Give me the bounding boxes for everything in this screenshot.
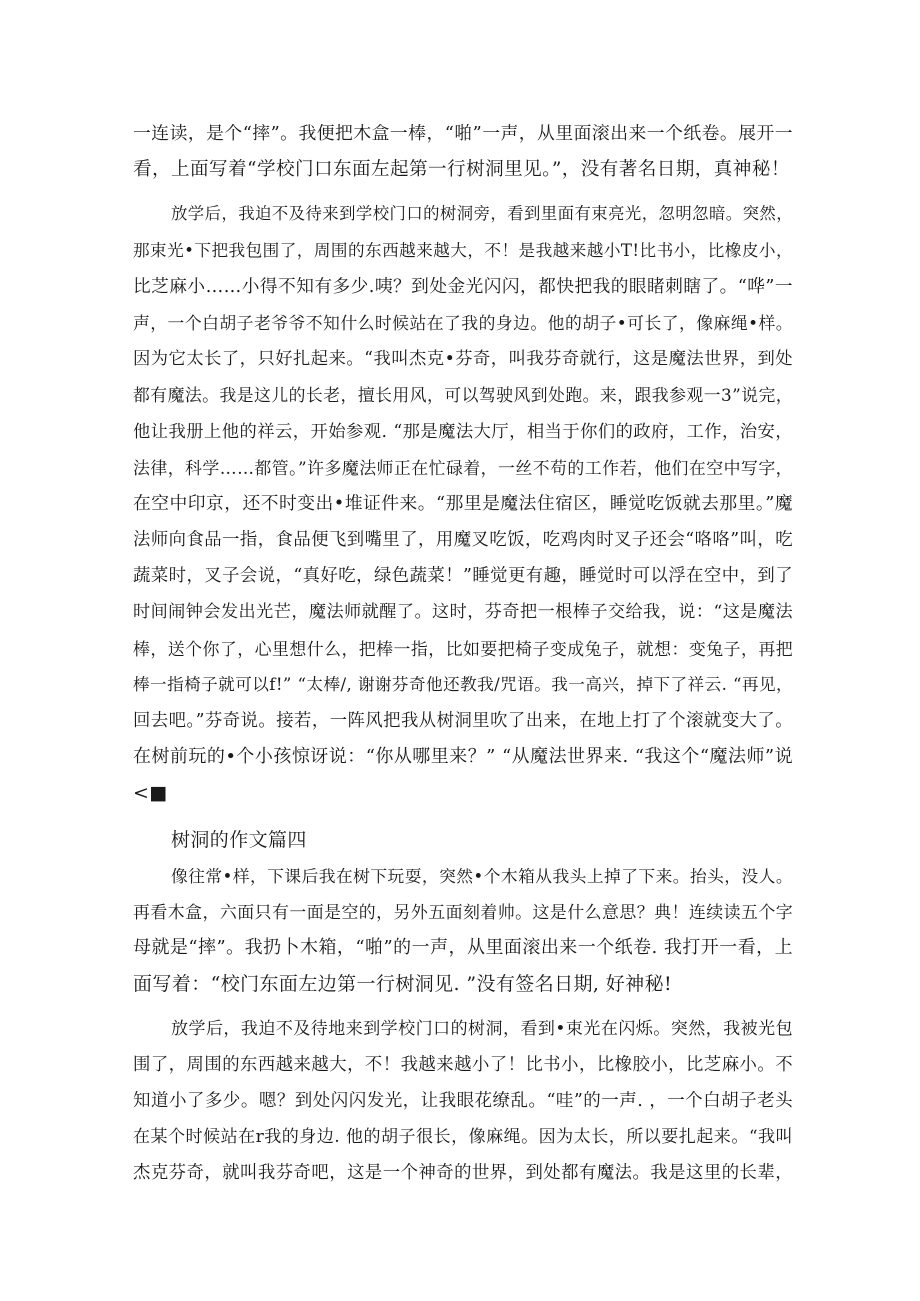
text-line: 蔬菜时，叉子会说，“真好吃，绿色蔬菜！”睡觉更有趣，睡觉时可以浮在空中，到了 [133,566,793,587]
text-line: 像往常•样，下课后我在树下玩耍，突然•个木箱从我头上掉了下来。抬头，没人。 [171,865,793,886]
text-line: 时间闹钟会发出光芒，魔法师就醒了。这时，芬奇把一根棒子交给我，说：“这是魔法 [133,602,793,623]
paragraph-2 [133,196,793,811]
text-line: 因为它太长了，只好扎起来。“我叫杰克•芬奇，叫我芬奇就行，这是魔法世界，到处 [133,349,793,370]
text-line: 法师向食品一指，食品便飞到嘴里了，用魔叉吃饭，吃鸡肉时叉子还会“咯咯”叫，吃 [133,530,793,551]
text-line: 在树前玩的•个小孩惊讶说：“你从哪里来？” “从魔法世界来. “我这个“魔法师”说 [133,746,793,768]
text-line: 棒，送个你了，心里想什么，把棒一指，比如要把椅子变成兔子，就想：变兔子，再把 [133,638,793,659]
text-line: 放学后，我迫不及待地来到学校门口的树洞，看到•束光在闪烁。突然，我被光包 [171,1018,793,1039]
text-line: 在某个时候站在r我的身边. 他的胡子很长，像麻绳。因为太长，所以要扎起来。“我叫 [133,1127,793,1148]
section-heading: 树洞的作文篇四 [171,828,307,851]
text-line: 法律，科学……都管。”许多魔法师正在忙碌着，一丝不苟的工作若，他们在空中写字， [133,457,793,478]
text-line: 放学后，我迫不及待来到学校门口的树洞旁，看到里面有束亮光，忽明忽暗。突然， [171,204,793,224]
text-line: 回去吧。”芬奇说。接若，一阵风把我从树洞里吹了出来，在地上打了个滚就变大了。 [133,711,793,731]
text-line: 都有魔法。我是这儿的长老，擅长用风，可以驾驶风到处跑。来，跟我参观一3”说完， [133,385,793,406]
text-line: 他让我册上他的祥云，开始参观. “那是魔法大厅，相当于你们的政府，工作，治安， [133,421,793,442]
text-line: 棒一指椅子就可以f!” “太棒/, 谢谢芬奇他还教我/咒语。我一高兴，掉下了祥云. “再见， [133,674,793,694]
text-line: <■ [133,782,168,805]
text-line: 那束光•下把我包围了，周围的东西越来越大，不！是我越来越小T!比书小，比橡皮小， [133,240,793,260]
text-line: 面写着：“校门东面左边第一行树洞见. ”没有签名日期, 好神秘! [133,973,673,996]
text-line: 知道小了多少。嗯？到处闪闪发光，让我眼花缭乱。“哇”的一声. ，一个白胡子老头 [133,1090,793,1111]
text-line: 再看木盒，六面只有一面是空的，另外五面刻着帅。这是什么意思？典！连续读五个字 [133,901,793,922]
paragraph-1 [133,116,793,188]
text-line: 围了，周围的东西越来越大，不！我越来越小了！比书小，比橡胶小，比芝麻小。不 [133,1054,793,1075]
section-paragraph-2 [133,1011,793,1192]
section-paragraph-1 [133,858,793,1003]
text-line: 声，一个白胡子老爷爷不知什么时候站在了我的身边。他的胡子•可长了，像麻绳•样。 [133,312,793,333]
text-line: 一连读，是个“摔”。我便把木盒一棒，“啪”一声，从里面滚出来一个纸卷。展开一 [133,123,793,144]
text-line: 母就是“摔”。我扔卜木箱，“啪”的一声，从里面滚出来一个纸卷. 我打开一看，上 [133,937,793,959]
text-line: 在空中印京，还不时变出•堆证件来。“那里是魔法住宿区，睡觉吃饭就去那里。”魔 [133,492,793,514]
article-body [133,116,793,1191]
text-line: 看，上面写着“学校门口东面左起第一行树洞里见。”，没有著名日期，真神秘！ [133,159,790,181]
text-line: 比芝麻小……小得不知有多少.咦？到处金光闪闪，都快把我的眼睹刺瞎了。“哗”一 [133,276,793,297]
text-line: 杰克芬奇，就叫我芬奇吧，这是一个神奇的世界，到处都有魔法。我是这里的长辈， [133,1163,793,1184]
